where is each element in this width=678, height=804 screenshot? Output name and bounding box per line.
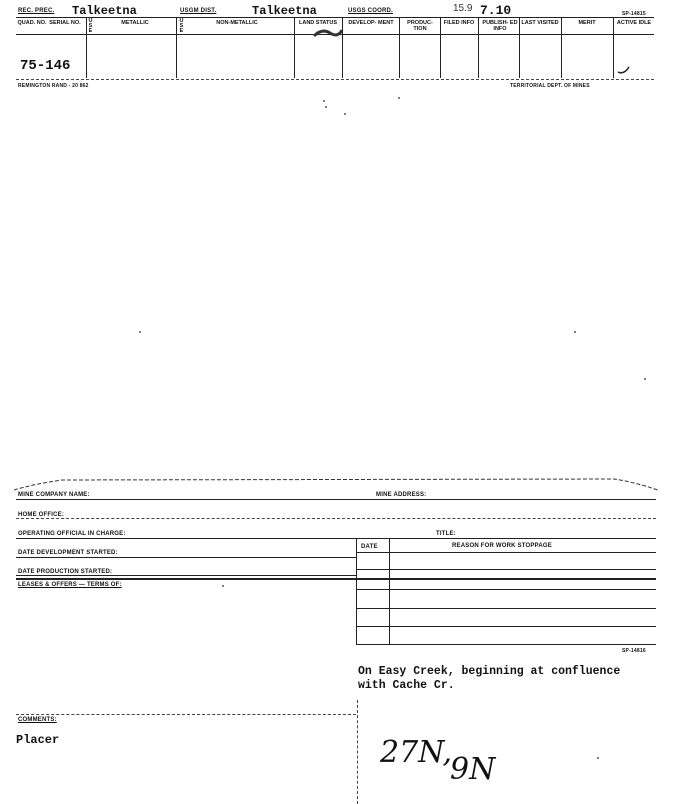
- usgm-dist-label: USGM DIST.: [180, 8, 217, 14]
- footer-left: REMINGTON RAND - 20 862: [18, 83, 89, 89]
- comments-divider: [357, 700, 358, 804]
- form-number-top: SP-14815: [622, 11, 646, 17]
- col-use-1: U S E: [88, 18, 93, 34]
- reason-col-label: REASON FOR WORK STOPPAGE: [452, 543, 552, 549]
- header-rule: [16, 17, 654, 18]
- col-quad-no: QUAD. NO.: [17, 20, 47, 26]
- col-divider: [613, 17, 614, 78]
- col-divider: [399, 17, 400, 78]
- speck: [325, 106, 327, 108]
- col-divider: [561, 17, 562, 78]
- rec-prec-value: Talkeetna: [72, 4, 137, 18]
- usgs-coord-label: USGS COORD.: [348, 8, 393, 14]
- usgs-coord-value-a: 15.9: [453, 3, 473, 14]
- location-line-2: with Cache Cr.: [358, 679, 455, 692]
- col-use-2: U S E: [179, 18, 184, 34]
- speck: [574, 331, 576, 333]
- mine-company-name-label: MINE COMPANY NAME:: [18, 492, 90, 498]
- table-row-rule: [356, 626, 656, 627]
- serial-number: 75-146: [20, 58, 71, 74]
- comments-value: Placer: [16, 733, 60, 747]
- col-published-info: PUBLISH- ED INFO: [482, 20, 518, 32]
- col-filed-info: FILED INFO: [443, 20, 475, 26]
- table-header-rule: [356, 552, 656, 553]
- table-left-edge: [356, 538, 357, 644]
- col-merit: MERIT: [578, 20, 596, 26]
- date-dev-label: DATE DEVELOPMENT STARTED:: [18, 550, 118, 556]
- rule: [16, 575, 356, 576]
- col-serial-no: SERIAL NO.: [49, 20, 81, 26]
- col-metallic: METALLIC: [121, 20, 149, 26]
- rule: [16, 518, 656, 519]
- col-land-status: LAND STATUS: [299, 20, 337, 26]
- location-line-1: On Easy Creek, beginning at confluence: [358, 665, 621, 678]
- card-top-edge: [14, 476, 658, 494]
- speck: [222, 585, 224, 587]
- table-date-divider: [389, 538, 390, 644]
- speck: [398, 97, 400, 99]
- location-description: [358, 665, 620, 693]
- col-divider: [86, 17, 87, 78]
- rule: [16, 499, 656, 500]
- rec-prec-label: REC. PREC.: [18, 8, 55, 14]
- table-row-rule: [356, 608, 656, 609]
- col-divider: [478, 17, 479, 78]
- col-divider: [294, 17, 295, 78]
- date-col-label: DATE: [361, 544, 378, 550]
- date-prod-label: DATE PRODUCTION STARTED:: [18, 569, 113, 575]
- col-divider: [519, 17, 520, 78]
- leases-label: LEASES & OFFERS — TERMS OF:: [18, 582, 122, 588]
- usgs-coord-value-b: 7.10: [480, 3, 512, 18]
- rule: [16, 578, 656, 580]
- col-active-idle: ACTIVE IDLE: [616, 20, 652, 26]
- mine-address-label: MINE ADDRESS:: [376, 492, 427, 498]
- handwritten-township: 27N,: [380, 735, 453, 770]
- col-divider: [440, 17, 441, 78]
- table-row-rule: [356, 569, 656, 570]
- top-card-bottom-rule: [16, 79, 654, 80]
- speck: [344, 113, 346, 115]
- col-production: PRODUC- TION: [407, 20, 433, 32]
- speck: [644, 378, 646, 380]
- usgm-dist-value: Talkeetna: [252, 4, 317, 18]
- table-row-rule: [356, 644, 656, 645]
- check-mark-icon: [616, 64, 632, 76]
- col-divider: [176, 17, 177, 78]
- rule: [16, 538, 656, 539]
- rule: [16, 714, 356, 715]
- speck: [597, 757, 599, 759]
- speck: [323, 100, 325, 102]
- handwritten-range: 9N: [450, 752, 496, 787]
- speck: [139, 331, 141, 333]
- operating-official-label: OPERATING OFFICIAL IN CHARGE:: [18, 531, 126, 537]
- footer-right: TERRITORIAL DEPT. OF MINES: [510, 83, 590, 89]
- col-development: DEVELOP- MENT: [348, 20, 394, 26]
- title-label: TITLE:: [436, 531, 456, 537]
- comments-label: COMMENTS:: [18, 717, 57, 723]
- smudge-mark: [312, 26, 344, 40]
- col-last-visited: LAST VISITED: [521, 20, 559, 26]
- table-row-rule: [356, 589, 656, 590]
- form-number-bottom: SP-14816: [622, 648, 646, 654]
- home-office-label: HOME OFFICE:: [18, 512, 65, 518]
- col-non-metallic: NON-METALLIC: [216, 20, 258, 26]
- rule: [16, 557, 356, 558]
